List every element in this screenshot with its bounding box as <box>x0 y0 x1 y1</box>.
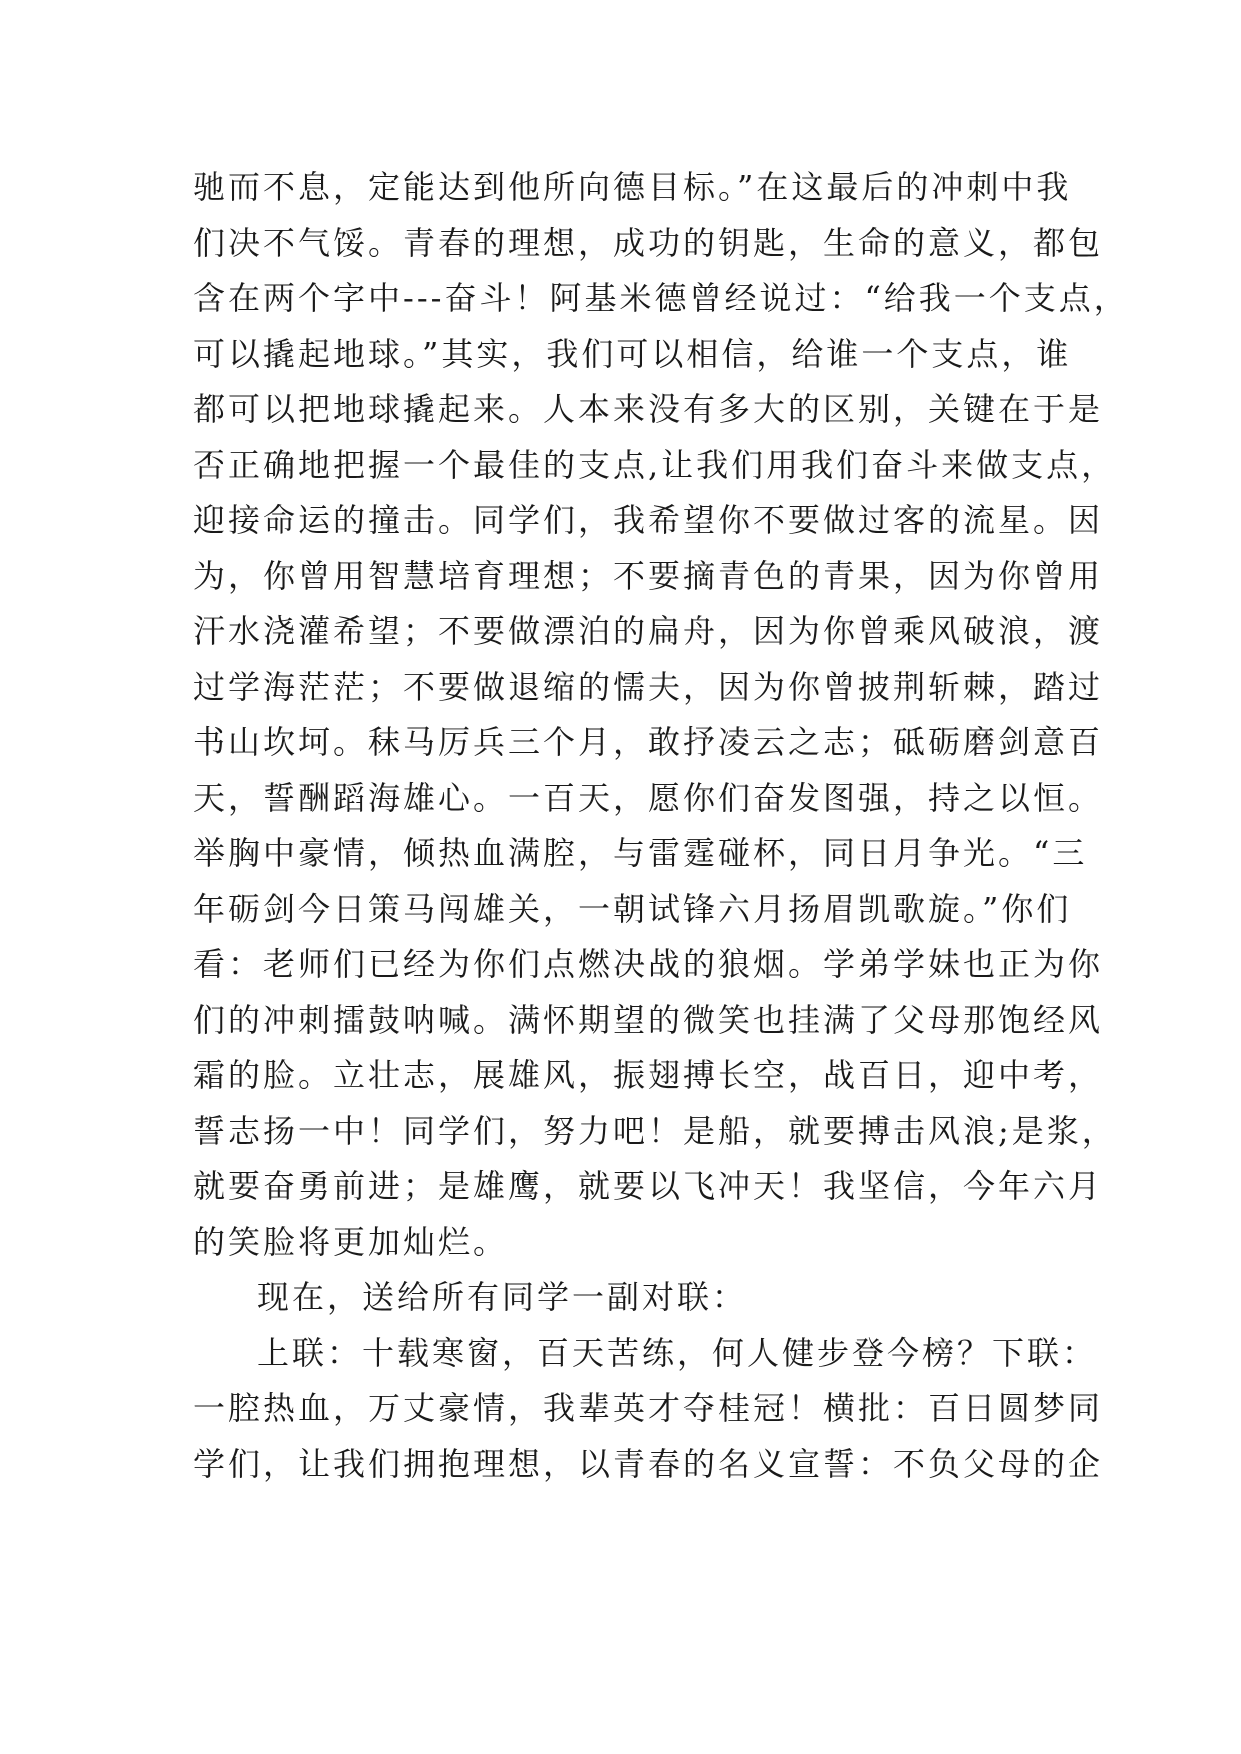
text-line: 驰而不息，定能达到他所向德目标。”在这最后的冲刺中我 <box>193 168 1072 206</box>
text-line: 可以撬起地球。”其实，我们可以相信，给谁一个支点，谁 <box>193 334 1072 373</box>
text-line: 过学海茫茫；不要做退缩的懦夫，因为你曾披荆斩棘，踏过 <box>193 667 1104 706</box>
text-line: 为，你曾用智慧培育理想；不要摘青色的青果，因为你曾用 <box>193 556 1104 595</box>
text-line: 霜的脸。立壮志，展雄风，振翅搏长空，战百日，迎中考， <box>193 1056 1104 1094</box>
body-text <box>193 160 1129 1492</box>
text-line: 学们，让我们拥抱理想，以青春的名义宣誓：不负父母的企 <box>193 1444 1104 1483</box>
text-line: 迎接命运的撞击。同学们，我希望你不要做过客的流星。因 <box>193 501 1104 539</box>
text-line: 就要奋勇前进；是雄鹰，就要以飞冲天！我坚信，今年六月 <box>193 1167 1104 1205</box>
text-line: 都可以把地球撬起来。人本来没有多大的区别，关键在于是 <box>193 390 1104 428</box>
text-line: 含在两个字中---奋斗！阿基米德曾经说过：“给我一个支点， <box>193 279 1129 317</box>
text-line: 看：老师们已经为你们点燃决战的狼烟。学弟学妹也正为你 <box>193 945 1104 983</box>
text-line: 年砺剑今日策马闯雄关，一朝试锋六月扬眉凯歌旋。”你们 <box>193 889 1072 928</box>
text-line: 一腔热血，万丈豪情，我辈英才夺桂冠！横批：百日圆梦同 <box>193 1389 1104 1427</box>
text-line: 们的冲刺擂鼓呐喊。满怀期望的微笑也挂满了父母那饱经风 <box>193 1000 1104 1039</box>
paragraph-couplet-upper: 上联：十载寒窗，百天苦练，何人健步登今榜？下联： <box>257 1333 1098 1372</box>
text-line: 天，誓酬蹈海雄心。一百天，愿你们奋发图强，持之以恒。 <box>193 778 1104 817</box>
text-line: 誓志扬一中！同学们，努力吧！是船，就要搏击风浪;是浆， <box>193 1111 1117 1150</box>
text-line: 举胸中豪情，倾热血满腔，与雷霆碰杯，同日月争光。“三 <box>193 834 1088 872</box>
text-line: 否正确地把握一个最佳的支点,让我们用我们奋斗来做支点， <box>193 445 1117 484</box>
text-line: 汗水浇灌希望；不要做漂泊的扁舟，因为你曾乘风破浪，渡 <box>193 612 1104 650</box>
text-line: 的笑脸将更加灿烂。 <box>193 1222 509 1261</box>
paragraph-couplet-intro: 现在，送给所有同学一副对联： <box>257 1278 748 1316</box>
text-line: 们决不气馁。青春的理想，成功的钥匙，生命的意义，都包 <box>193 223 1104 262</box>
text-line: 书山坎坷。秣马厉兵三个月，敢抒凌云之志；砥砺磨剑意百 <box>193 723 1104 761</box>
